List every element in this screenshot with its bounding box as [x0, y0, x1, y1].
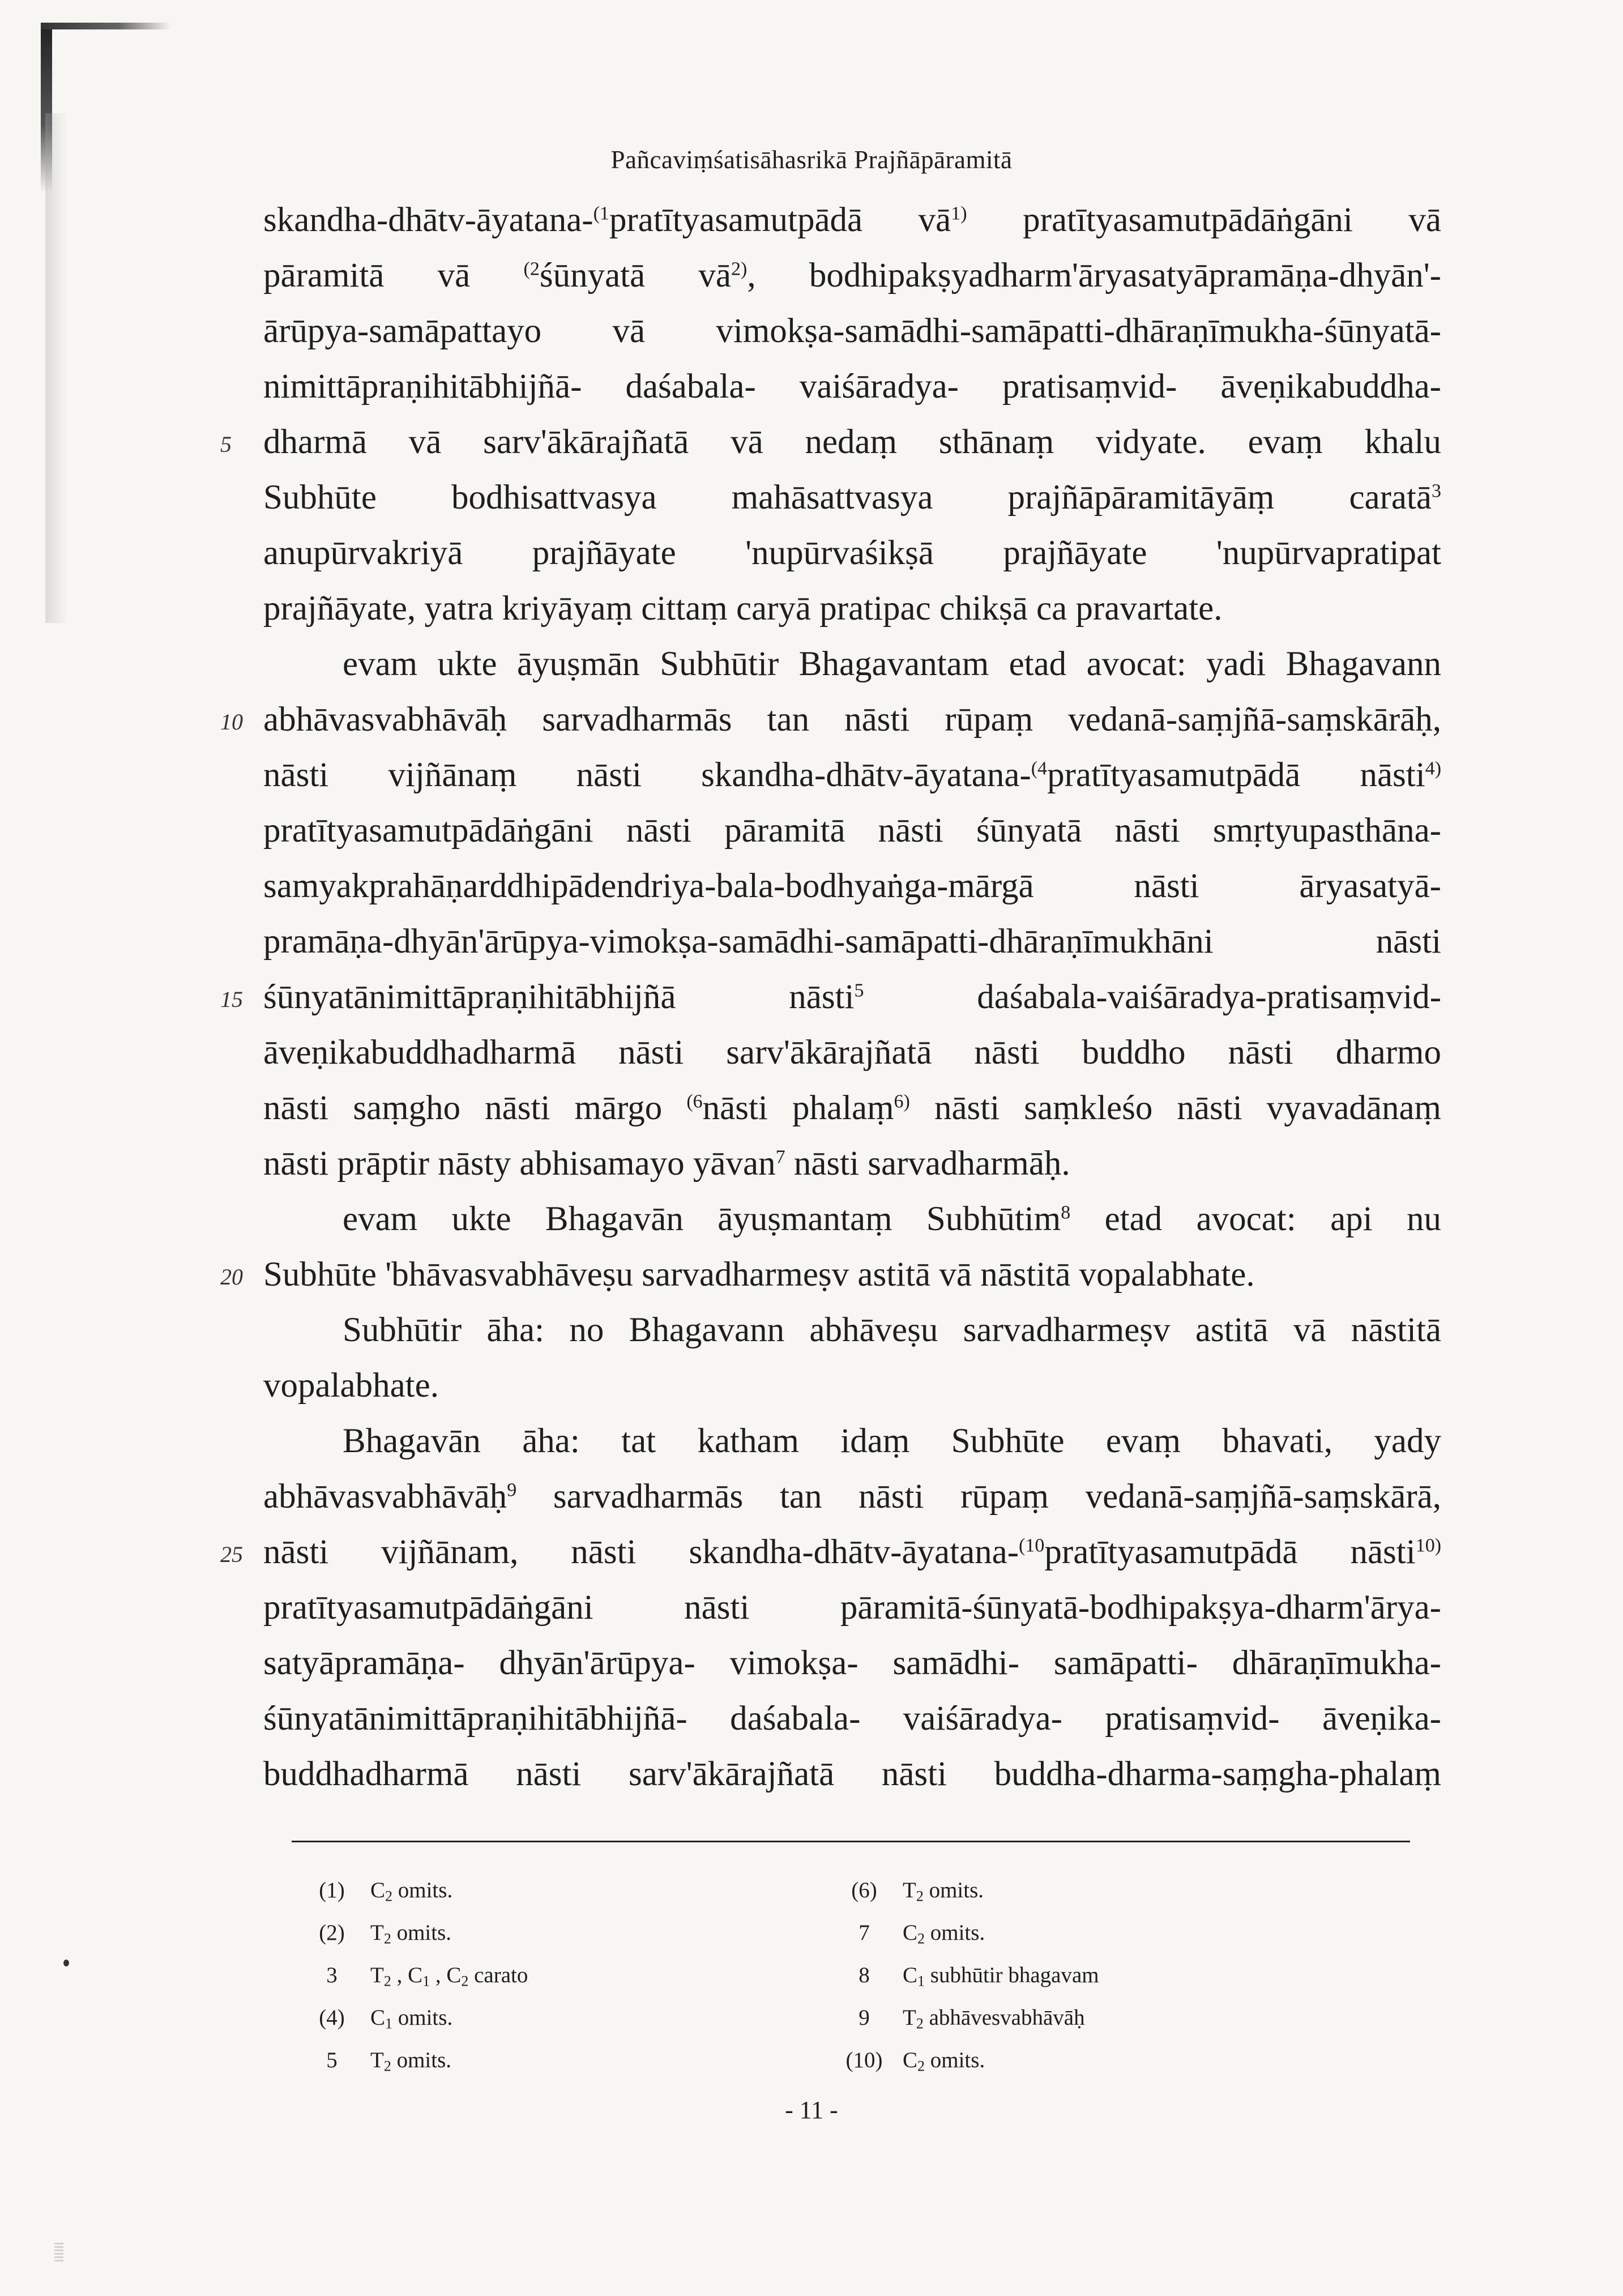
footnote-marker: 8	[859, 1963, 870, 1987]
text-line-17: nāsti saṃgho nāsti mārgo $^{(6}$nāsti phalaṃ$^{6)}$ nāsti saṃkleśo nāsti vyavadānaṃ	[263, 1089, 1441, 1127]
text-line-21: Subhūtir āha: no Bhagavann abhāveṣu sarvadharmeṣv astitā vā nāstitā	[343, 1311, 1441, 1349]
text-line-24: abhāvasvabhāvāḥ$^9$ sarvadharmās tan nāsti rūpaṃ vedanā-saṃjñā-saṃskārā,	[263, 1478, 1441, 1516]
text-line-4: nimittāpraṇihitābhijñā- daśabala- vaiśāradya- pratisaṃvid- āveṇikabuddha-	[263, 368, 1441, 406]
footnote: (2) $T_2$ omits.	[306, 1911, 528, 1954]
scan-edge-shadow	[45, 113, 68, 623]
footnote-ref[interactable]: 6)	[894, 1091, 910, 1112]
text-line-22: vopalabhate.	[263, 1367, 439, 1405]
scan-noise	[54, 2243, 63, 2262]
text-line-5: 5 dharmā vā sarv'ākārajñatā vā nedaṃ sthānaṃ vidyate. evaṃ khalu	[263, 415, 1441, 470]
text-line-16: āveṇikabuddhadharmā nāsti sarv'ākārajñatā nāsti buddho nāsti dharmo	[263, 1034, 1441, 1072]
footnote-ref[interactable]: 3	[1432, 480, 1441, 502]
footnote-marker: (1)	[319, 1878, 345, 1902]
footnote-marker: 5	[326, 2048, 338, 2072]
main-text	[220, 193, 1442, 1802]
footnote-ref[interactable]: 10)	[1415, 1535, 1442, 1556]
text-line-6: Subhūte bodhisattvasya mahāsattvasya prajñāpāramitāyāṃ caratā$^3$	[263, 479, 1441, 517]
text-line-1: skandha-dhātv-āyatana-$^{(1}$pratītyasamutpādā $vā^{1)}$ pratītyasamutpādāṅgāni vā	[263, 201, 1441, 239]
footnote-marker: (10)	[845, 2048, 883, 2072]
line-number: 10	[220, 709, 243, 735]
footnote: 9 $T_2$ abhāvesvabhāvāḥ	[838, 1996, 1099, 2039]
footnote-ref[interactable]: (6	[686, 1091, 703, 1112]
footnote-ref[interactable]: 9	[507, 1479, 517, 1501]
footnote: (4) $C_1$ omits.	[306, 1996, 528, 2039]
text-line-15: 15 śūnyatānimittāpraṇihitābhijñā nāsti$^5$ daśabala-vaiśāradya-pratisaṃvid-	[263, 970, 1441, 1025]
text-line-20: 20 Subhūte 'bhāvasvabhāveṣu sarvadharmeṣv astitā vā nāstitā vopalabhate.	[263, 1247, 1441, 1303]
footnote: (1) $C_2$ omits.	[306, 1869, 528, 1911]
text-line-28: śūnyatānimittāpraṇihitābhijñā- daśabala- vaiśāradya- pratisaṃvid- āveṇika-	[263, 1700, 1441, 1738]
line-number: 5	[220, 432, 232, 457]
footnotes-right-column	[838, 1869, 1099, 2081]
footnote: 5 $T_2$ omits.	[306, 2039, 528, 2081]
text-line-11: nāsti vijñānaṃ nāsti skandha-dhātv-āyatana-$^{(4}$pratītyasamutpādā nāsti$^{4)}$	[263, 756, 1442, 794]
footnote-ref[interactable]: 2)	[731, 258, 748, 280]
footnote-marker: 7	[859, 1921, 870, 1945]
text-line-14: pramāṇa-dhyān'ārūpya-vimokṣa-samādhi-samāpatti-dhāraṇīmukhāni nāsti	[263, 923, 1441, 961]
footnote-marker: (4)	[319, 2005, 345, 2030]
footnote: 3 $T_2$ , $C_1$ , $C_2$ carato	[306, 1954, 528, 1996]
footnote-ref[interactable]: (4	[1031, 758, 1048, 779]
text-line-29: buddhadharmā nāsti sarv'ākārajñatā nāsti buddha-dharma-saṃgha-phalaṃ	[263, 1755, 1441, 1793]
text-line-26: pratītyasamutpādāṅgāni nāsti pāramitā-śūnyatā-bodhipakṣya-dharm'ārya-	[263, 1589, 1441, 1627]
text-line-10: 10 abhāvasvabhāvāḥ sarvadharmās tan nāsti rūpaṃ vedanā-saṃjñā-saṃskārāḥ,	[263, 692, 1441, 748]
footnote-ref[interactable]: 7	[775, 1146, 785, 1168]
footnote: 7 $C_2$ omits.	[838, 1911, 1099, 1954]
footnote-ref[interactable]: (2	[523, 258, 540, 280]
line-number: 25	[220, 1542, 243, 1567]
text-line-19: evam ukte Bhagavān āyuṣmantaṃ Subhūtim$^8$ etad avocat: api nu	[343, 1200, 1441, 1238]
footnote-marker: (2)	[319, 1921, 345, 1945]
footnote-ref[interactable]: 1)	[951, 203, 967, 224]
text-line-12: pratītyasamutpādāṅgāni nāsti pāramitā nāsti śūnyatā nāsti smṛtyupasthāna-	[263, 812, 1441, 850]
footnote-ref[interactable]: 8	[1061, 1202, 1071, 1223]
footnote-marker: (6)	[851, 1878, 877, 1902]
text-line-27: satyāpramāṇa- dhyān'ārūpya- vimokṣa- samādhi- samāpatti- dhāraṇīmukha-	[263, 1644, 1441, 1682]
text-line-3: ārūpya-samāpattayo vā vimokṣa-samādhi-samāpatti-dhāraṇīmukha-śūnyatā-	[263, 312, 1441, 350]
text-line-7: anupūrvakriyā prajñāyate 'nupūrvaśikṣā prajñāyate 'nupūrvapratipat	[263, 534, 1441, 572]
text-line-23: Bhagavān āha: tat katham idaṃ Subhūte evaṃ bhavati, yady	[343, 1422, 1441, 1460]
footnote: (10) $C_2$ omits.	[838, 2039, 1099, 2081]
text-line-8: prajñāyate, yatra kriyāyaṃ cittaṃ caryā pratipac chikṣā ca pravartate.	[263, 590, 1223, 628]
line-number: 20	[220, 1264, 243, 1290]
line-number: 15	[220, 987, 243, 1012]
footnote: (6) $T_2$ omits.	[838, 1869, 1099, 1911]
footnote-ref[interactable]: 4)	[1425, 758, 1442, 779]
scan-corner-mark-horizontal	[41, 23, 171, 29]
footnote-ref[interactable]: (10	[1019, 1535, 1045, 1556]
page-number: - 11 -	[785, 2096, 838, 2124]
text-line-18: nāsti prāptir nāsty abhisamayo yāvan$^7$ nāsti sarvadharmāḥ.	[263, 1145, 1070, 1183]
ink-speck	[63, 1960, 69, 1966]
footnote-ref[interactable]: 5	[854, 980, 864, 1001]
footnote-separator	[292, 1841, 1410, 1842]
footnote-ref[interactable]: (1	[593, 203, 609, 224]
text-line-2: pāramitā vā $^{(2}$śūnyatā $vā^{2)}$, bodhipakṣyadharm'āryasatyāpramāṇa-dhyān'-	[263, 257, 1441, 295]
footnote: 8 $C_1$ subhūtir bhagavam	[838, 1954, 1099, 1996]
footnotes-left-column	[306, 1869, 528, 2081]
footnote-marker: 9	[859, 2005, 870, 2030]
footnote-marker: 3	[326, 1963, 338, 1987]
text-line-9: evam ukte āyuṣmān Subhūtir Bhagavantam etad avocat: yadi Bhagavann	[343, 645, 1441, 683]
text-line-25: 25 nāsti vijñānam, nāsti skandha-dhātv-āyatana-$^{(10}$pratītyasamutpādā nāsti$^{10)}$	[263, 1525, 1441, 1580]
text-line-13: samyakprahāṇarddhipādendriya-bala-bodhyaṅga-mārgā nāsti āryasatyā-	[263, 867, 1441, 905]
running-header: Pañcaviṃśatisāhasrikā Prajñāpāramitā	[610, 146, 1013, 174]
